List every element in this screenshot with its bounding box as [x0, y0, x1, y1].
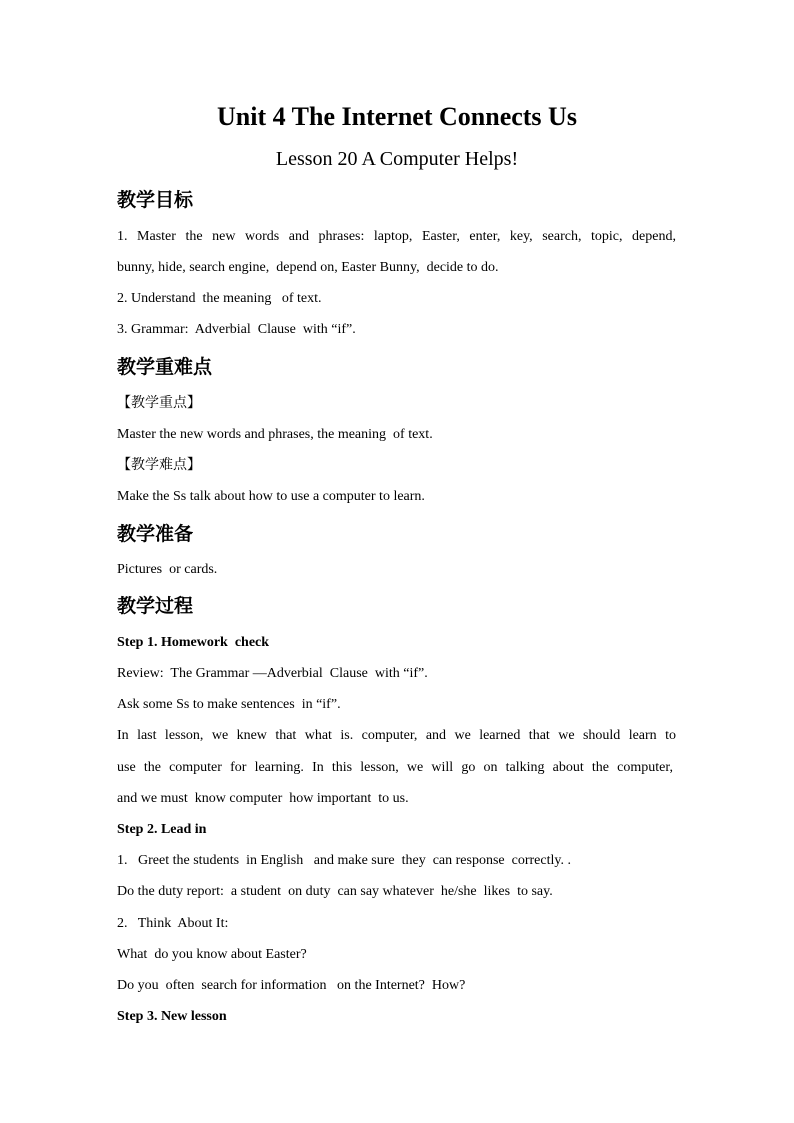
- objective-line: 3. Grammar: Adverbial Clause with “if”.: [117, 322, 356, 337]
- preparation-heading: 教学准备: [117, 523, 194, 545]
- preparation-text: Pictures or cards.: [117, 562, 218, 577]
- objective-line: 2. Understand the meaning of text.: [117, 291, 322, 306]
- focus-text: Master the new words and phrases, the meaning of text.: [117, 427, 433, 442]
- step2-line: Do the duty report: a student on duty can say whatever he/she likes to say.: [117, 884, 553, 899]
- difficulty-label: 【教学难点】: [117, 457, 201, 473]
- step3-title: Step 3. New lesson: [117, 1009, 227, 1024]
- document-title: Unit 4 The Internet Connects Us: [217, 102, 577, 131]
- objective-line: 1. Master the new words and phrases: laptop, Easter, enter, key, search, topic, depend,: [117, 229, 676, 244]
- difficulty-text: Make the Ss talk about how to use a computer to learn.: [117, 489, 425, 504]
- focus-label: 【教学重点】: [117, 395, 201, 411]
- step1-line: use the computer for learning. In this lesson, we will go on talking about the computer,: [117, 760, 673, 775]
- step2-line: What do you know about Easter?: [117, 947, 307, 962]
- step1-line: Ask some Ss to make sentences in “if”.: [117, 697, 341, 712]
- lesson-subtitle: Lesson 20 A Computer Helps!: [275, 148, 519, 170]
- step2-title: Step 2. Lead in: [117, 822, 207, 837]
- step1-title: Step 1. Homework check: [117, 635, 270, 650]
- step1-line: Review: The Grammar —Adverbial Clause with “if”.: [117, 666, 428, 681]
- step1-line: In last lesson, we knew that what is. computer, and we learned that we should learn to: [117, 728, 676, 743]
- step2-line: 1. Greet the students in English and make sure they can response correctly. .: [117, 853, 571, 868]
- step1-line: and we must know computer how important to us.: [117, 791, 409, 806]
- key-points-heading: 教学重难点: [117, 356, 213, 378]
- objective-line: bunny, hide, search engine, depend on, Easter Bunny, decide to do.: [117, 260, 499, 275]
- step2-line: Do you often search for information on the Internet? How?: [117, 978, 466, 993]
- step2-line: 2. Think About It:: [117, 916, 229, 931]
- objectives-heading: 教学目标: [117, 189, 194, 211]
- process-heading: 教学过程: [117, 595, 194, 617]
